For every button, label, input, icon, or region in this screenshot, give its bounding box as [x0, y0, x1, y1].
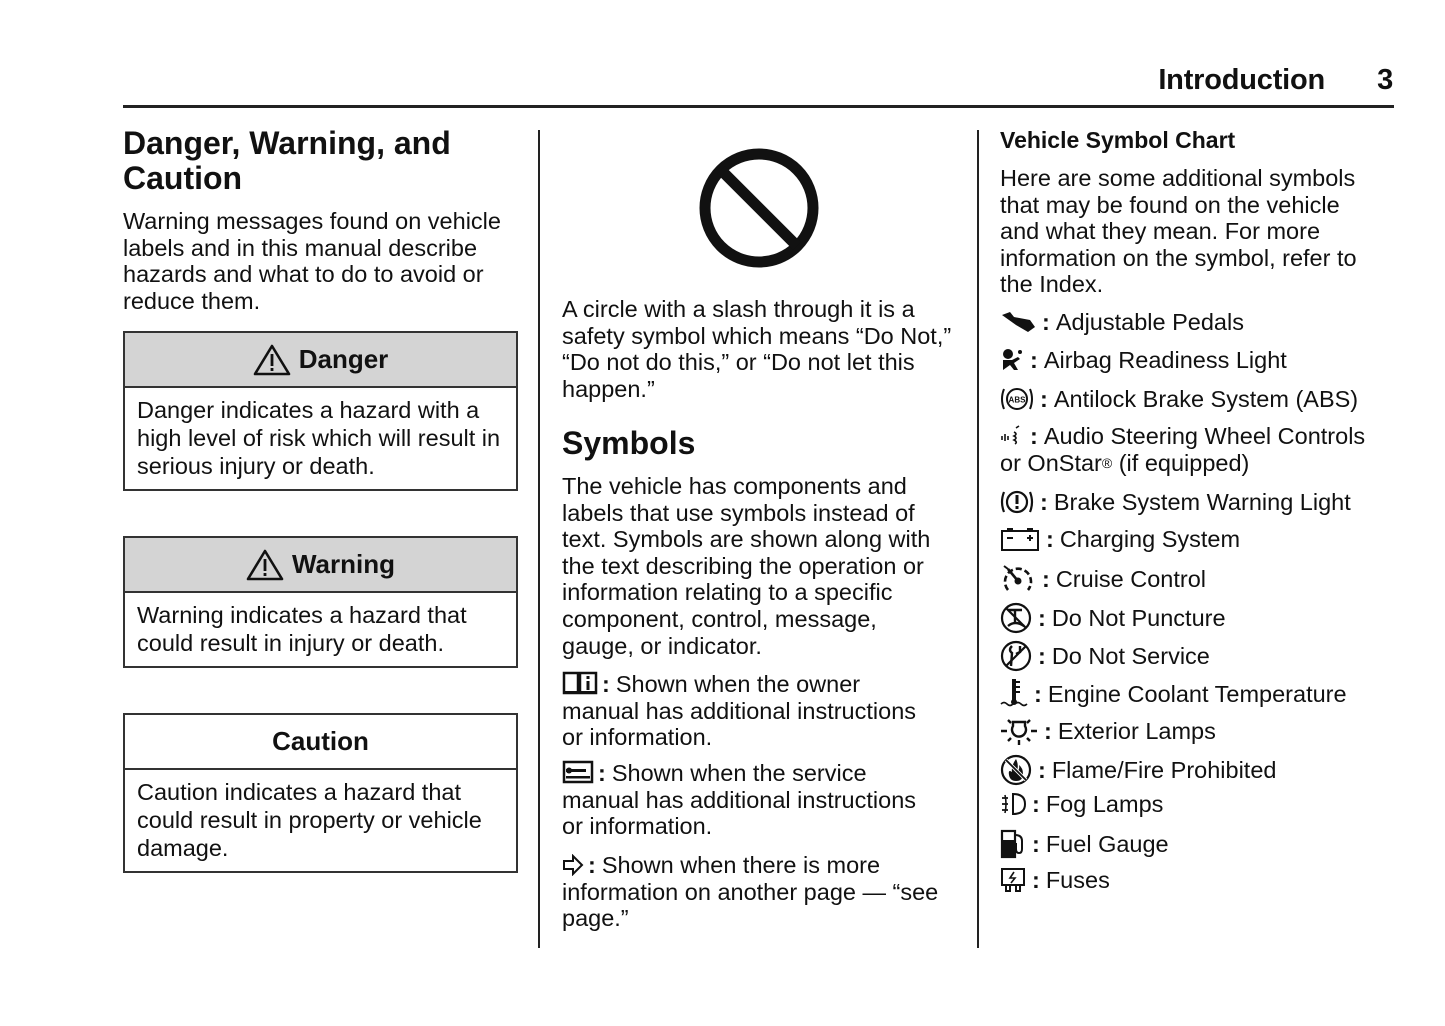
symbol-item-abs	[1000, 385, 1358, 413]
symbol-label: Brake System Warning Light	[1053, 488, 1351, 515]
symbol-item-flame-prohibited	[1000, 754, 1276, 786]
colon: :	[1032, 791, 1040, 817]
danger-box-title: Danger	[298, 344, 389, 374]
header-rule	[123, 105, 1394, 108]
owner-manual-note-text: Shown when the owner manual has additional instructions or information.	[562, 671, 917, 751]
warning-triangle-icon	[253, 344, 291, 376]
title-line-2: Caution	[123, 160, 243, 196]
owner-manual-note	[562, 669, 942, 751]
vehicle-symbol-chart-intro: Here are some additional symbols that may be found on the vehicle and what they mean. For more information on the symbol, refer to the Index.	[1000, 165, 1357, 298]
colon: :	[602, 671, 610, 697]
do-not-puncture-icon	[1000, 602, 1032, 634]
symbol-item-do-not-service	[1000, 640, 1210, 672]
symbol-label: Adjustable Pedals	[1055, 309, 1244, 335]
fuel-gauge-icon	[1000, 829, 1026, 859]
caution-box	[123, 713, 518, 873]
colon: :	[1042, 565, 1050, 592]
exterior-lamps-icon	[1000, 716, 1038, 746]
colon: :	[1030, 423, 1038, 449]
colon: :	[1038, 604, 1046, 631]
colon: :	[1032, 867, 1040, 893]
section-title-symbols: Symbols	[562, 425, 696, 461]
danger-box-body: Danger indicates a hazard with a high level of risk which will result in serious injury or death.	[137, 397, 501, 479]
symbol-item-brake-warning	[1000, 488, 1351, 516]
caution-box-body: Caution indicates a hazard that could result in property or vehicle damage.	[137, 779, 482, 861]
symbol-item-charging-system	[1000, 526, 1240, 553]
colon: :	[1042, 309, 1050, 335]
abs-icon	[1000, 385, 1034, 413]
caution-box-header	[125, 715, 516, 770]
warning-box	[123, 536, 518, 668]
fuses-icon	[1000, 867, 1026, 893]
section-title-danger-warning-caution	[123, 126, 451, 196]
colon: :	[1034, 680, 1042, 707]
see-page-note	[562, 852, 942, 932]
fog-lamps-icon	[1000, 792, 1026, 816]
see-page-arrow-icon	[562, 854, 584, 876]
colon: :	[1044, 717, 1052, 744]
flame-prohibited-icon	[1000, 754, 1032, 786]
symbol-label: Do Not Puncture	[1051, 604, 1226, 631]
symbol-item-cruise-control	[1000, 564, 1206, 594]
do-not-service-icon	[1000, 640, 1032, 672]
warning-box-body: Warning indicates a hazard that could result in injury or death.	[137, 602, 467, 656]
adjustable-pedals-icon	[1000, 311, 1036, 333]
service-manual-icon	[562, 760, 594, 784]
symbol-item-fog-lamps	[1000, 791, 1163, 818]
symbol-label-cont: or OnStar	[1000, 450, 1102, 476]
symbol-item-fuses	[1000, 867, 1110, 894]
symbol-label: Fog Lamps	[1045, 791, 1164, 817]
svg-text:ABS: ABS	[1008, 395, 1026, 405]
warning-intro-paragraph: Warning messages found on vehicle labels and in this manual describe hazards and what to do to avoid or reduce them.	[123, 208, 501, 314]
colon: :	[1040, 488, 1048, 515]
symbol-label: Do Not Service	[1051, 642, 1210, 669]
service-manual-note-text: Shown when the service manual has additional instructions or information.	[562, 760, 917, 840]
page-number: 3	[1377, 63, 1393, 96]
brake-warning-icon	[1000, 488, 1034, 516]
column-divider-right	[977, 130, 979, 948]
symbol-item-do-not-puncture	[1000, 602, 1226, 634]
running-header	[1158, 60, 1393, 100]
symbol-label: Charging System	[1059, 526, 1241, 552]
symbol-label: Fuses	[1045, 867, 1110, 893]
colon: :	[1040, 385, 1048, 412]
warning-box-header	[125, 538, 516, 593]
colon: :	[1030, 347, 1038, 373]
colon: :	[1046, 526, 1054, 552]
vehicle-symbol-chart-title: Vehicle Symbol Chart	[1000, 127, 1236, 153]
see-page-note-text: Shown when there is more information on another page — “see page.”	[562, 852, 939, 932]
danger-box	[123, 331, 518, 491]
warning-box-title: Warning	[291, 549, 396, 579]
warning-triangle-icon	[246, 549, 284, 581]
colon: :	[1038, 642, 1046, 669]
colon: :	[598, 760, 606, 786]
danger-box-header	[125, 333, 516, 388]
symbol-item-exterior-lamps	[1000, 716, 1216, 746]
symbol-label: Cruise Control	[1055, 565, 1207, 592]
symbol-label: Engine Coolant Temperature	[1047, 680, 1347, 707]
audio-steering-wheel-controls-icon	[1000, 424, 1024, 448]
registered-mark: ®	[1101, 455, 1113, 471]
airbag-readiness-icon	[1000, 348, 1024, 372]
symbol-label: Airbag Readiness Light	[1043, 347, 1287, 373]
cruise-control-icon	[1000, 564, 1036, 594]
prohibition-symbol-paragraph: A circle with a slash through it is a safety symbol which means “Do Not,” “Do not do this,” or “Do not let this happen.”	[562, 296, 952, 402]
symbol-item-engine-coolant-temperature	[1000, 678, 1347, 710]
symbol-item-adjustable-pedals	[1000, 309, 1244, 336]
symbol-label: Fuel Gauge	[1045, 830, 1169, 857]
symbol-item-audio-steering-wheel-controls-cont	[1000, 450, 1249, 477]
symbol-label: Flame/Fire Prohibited	[1051, 756, 1277, 783]
colon: :	[1032, 830, 1040, 857]
column-divider-left	[538, 130, 540, 948]
colon: :	[1038, 756, 1046, 783]
symbol-item-audio-steering-wheel-controls	[1000, 423, 1390, 450]
circle-slash-icon	[698, 147, 820, 269]
symbol-label: Antilock Brake System (ABS)	[1053, 385, 1359, 412]
symbol-item-airbag-readiness	[1000, 347, 1287, 374]
symbol-item-fuel-gauge	[1000, 829, 1169, 859]
service-manual-note	[562, 760, 942, 840]
caution-box-title: Caution	[272, 726, 369, 756]
title-line-1: Danger, Warning, and	[123, 125, 451, 161]
battery-charging-icon	[1000, 526, 1040, 552]
symbols-intro-paragraph: The vehicle has components and labels that use symbols instead of text. Symbols are shown along with the text describing the operation or information relating to a specific component, control, message, gauge, or indicator.	[562, 473, 931, 659]
owner-manual-book-icon	[562, 669, 598, 695]
symbol-label: Exterior Lamps	[1057, 717, 1216, 744]
section-name: Introduction	[1158, 63, 1326, 96]
symbol-label: Audio Steering Wheel Controls	[1043, 423, 1366, 449]
colon: :	[588, 852, 596, 878]
symbol-label-tail: (if equipped)	[1112, 450, 1250, 476]
engine-coolant-temperature-icon	[1000, 678, 1028, 710]
